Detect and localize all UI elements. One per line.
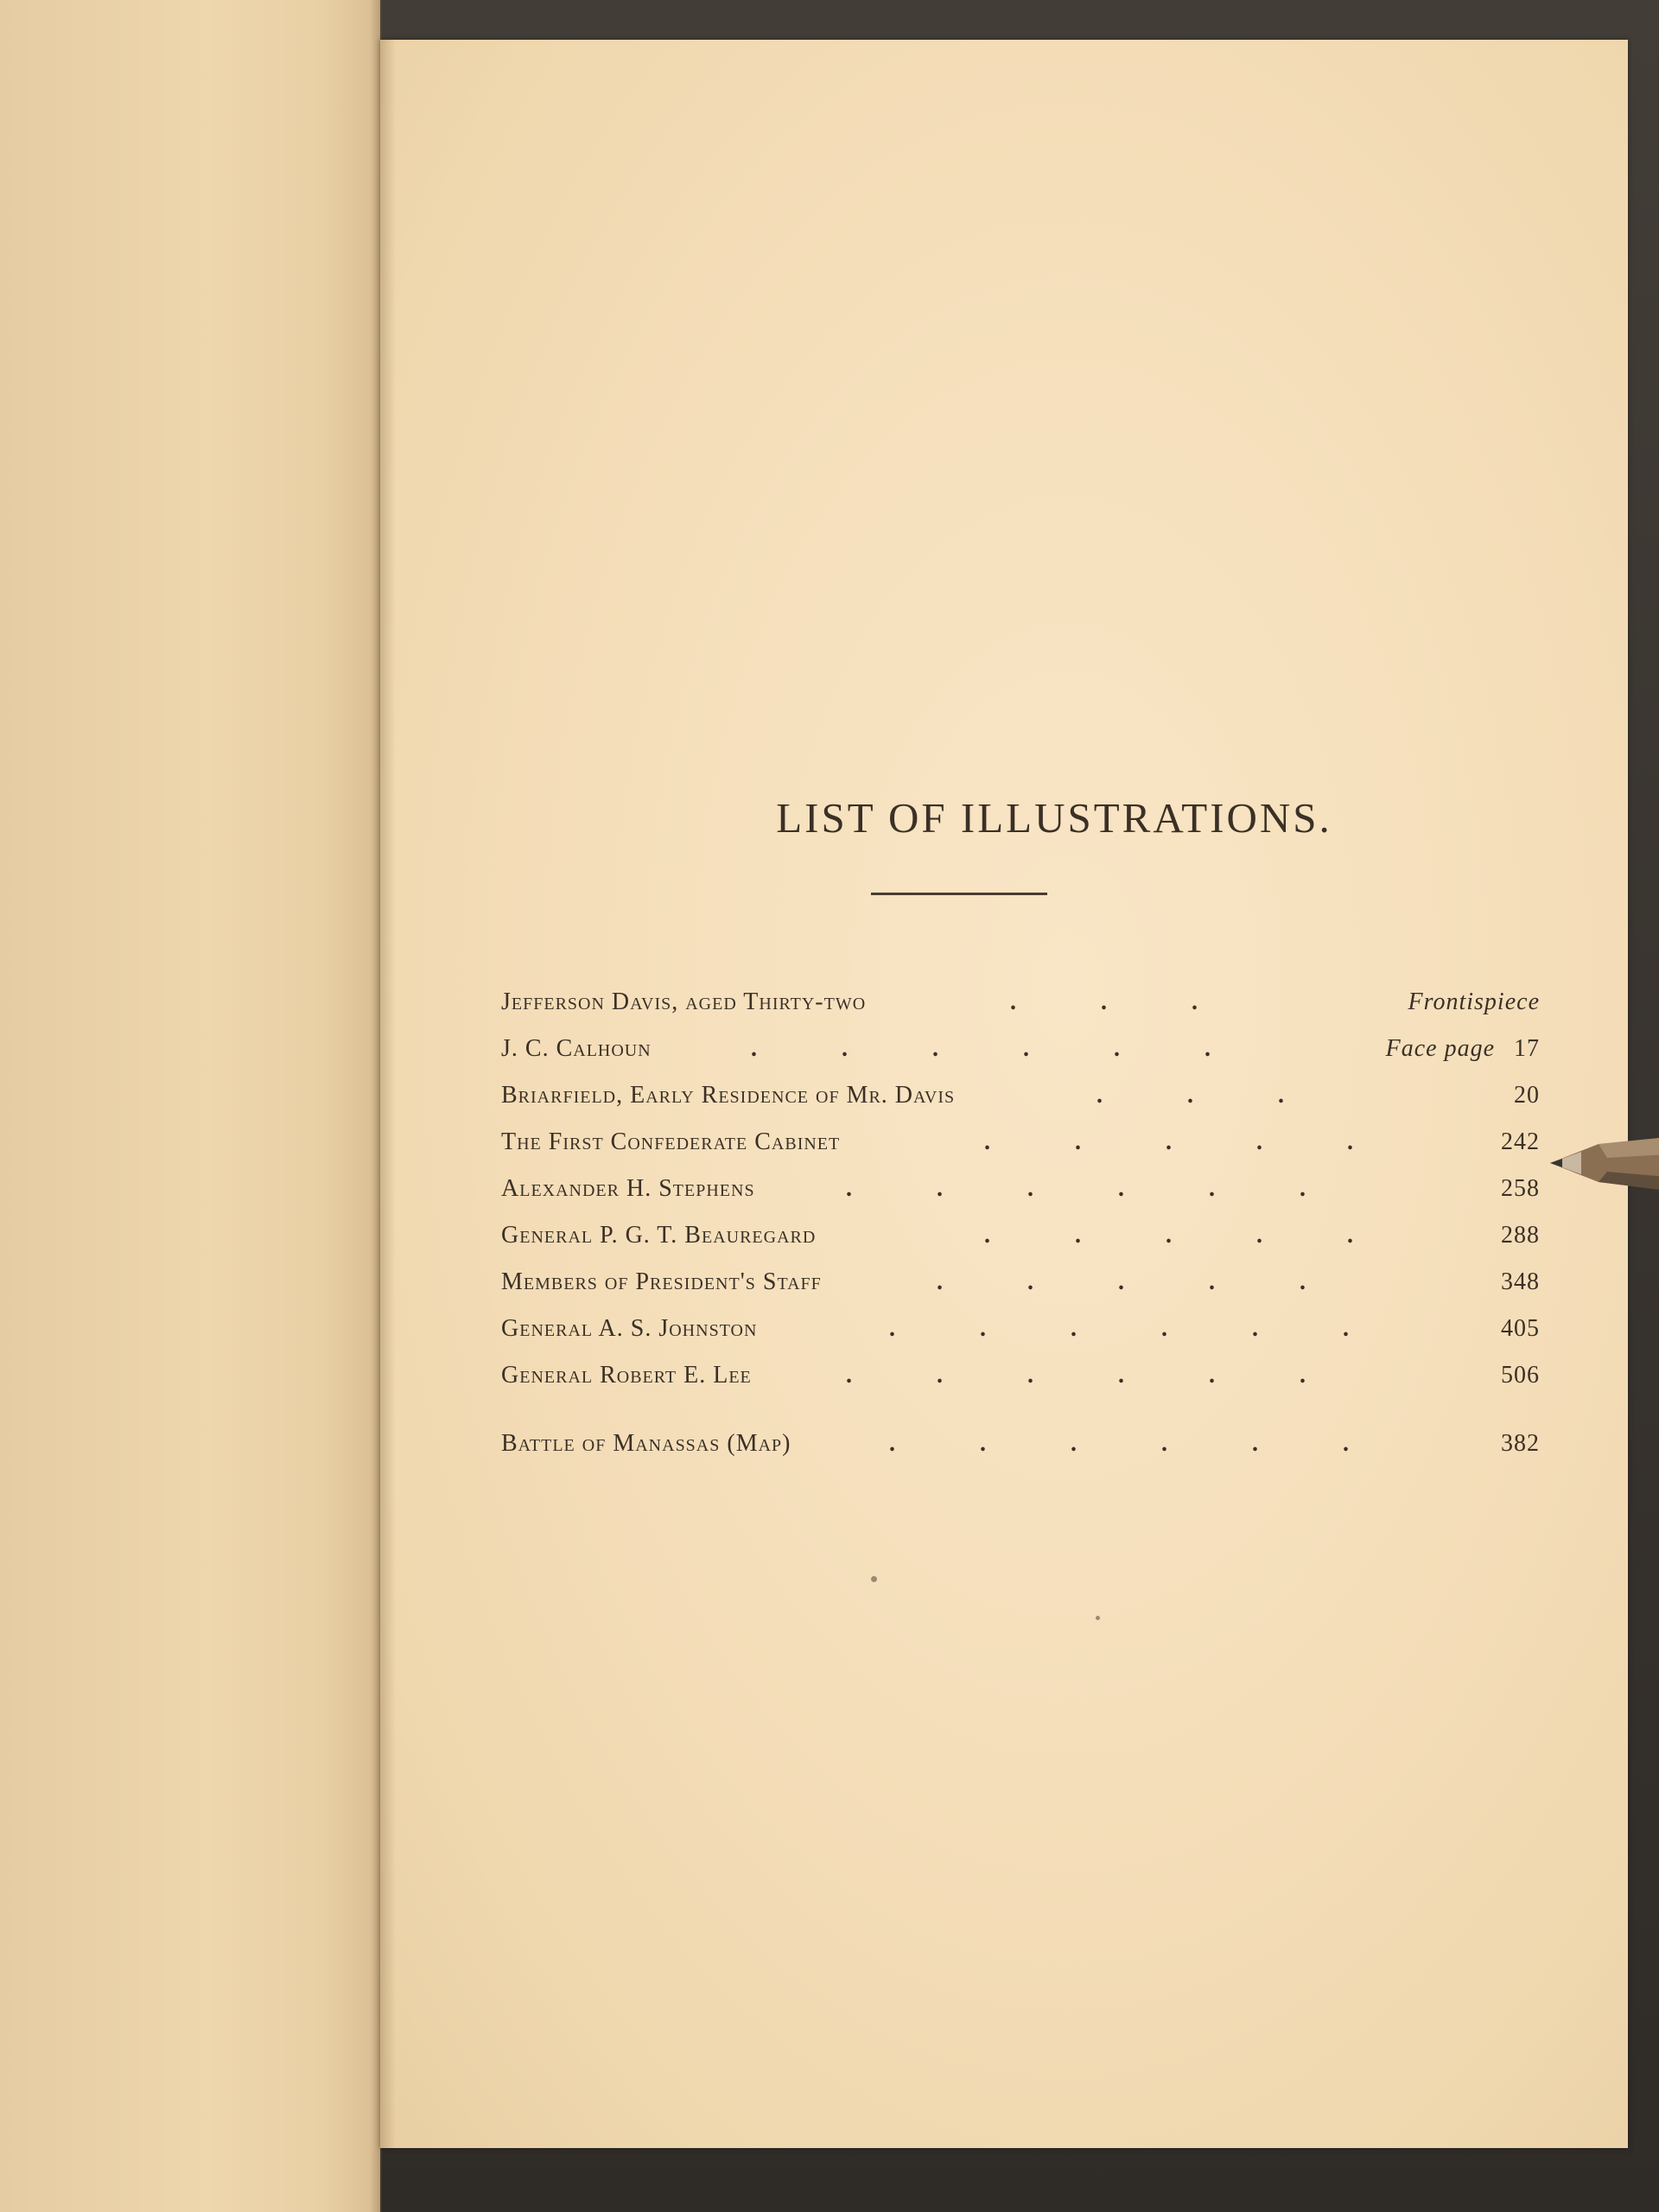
entry-page-value: 258 bbox=[1501, 1175, 1540, 1202]
entry-page-prefix: Face page bbox=[1385, 1035, 1495, 1062]
dot-leader: . . . bbox=[1010, 988, 1198, 1015]
entry-page bbox=[1501, 1166, 1540, 1212]
pencil-tip-icon bbox=[1547, 1128, 1659, 1198]
entry-page bbox=[1501, 1212, 1540, 1259]
entry-page-value: 348 bbox=[1501, 1268, 1540, 1295]
entry-page bbox=[1514, 1072, 1540, 1119]
entry-label: Members of President's Staff bbox=[501, 1268, 822, 1295]
entry-page bbox=[1386, 1026, 1540, 1072]
dot-leader: . . . . . . bbox=[889, 1430, 1349, 1457]
entry-page-value: 288 bbox=[1501, 1222, 1540, 1249]
entry-label: J. C. Calhoun bbox=[501, 1035, 652, 1062]
entry-page-value: 242 bbox=[1501, 1128, 1540, 1155]
dot-leader: . . . . . bbox=[937, 1268, 1306, 1295]
list-item bbox=[501, 1026, 1540, 1072]
entry-page-value: Frontispiece bbox=[1408, 988, 1540, 1015]
entry-page bbox=[1501, 1119, 1540, 1166]
dot-leader: . . . . . bbox=[984, 1128, 1353, 1155]
entry-label: General P. G. T. Beauregard bbox=[501, 1222, 817, 1249]
entry-label: Alexander H. Stephens bbox=[501, 1175, 755, 1202]
entry-page bbox=[1501, 1306, 1540, 1352]
entry-page bbox=[1501, 1259, 1540, 1306]
list-item bbox=[501, 1212, 1540, 1259]
list-item bbox=[501, 1306, 1540, 1352]
entry-page bbox=[1501, 1421, 1540, 1467]
entry-label: Battle of Manassas (Map) bbox=[501, 1430, 791, 1457]
dot-leader: . . . bbox=[1096, 1082, 1284, 1109]
entry-page-value: 405 bbox=[1501, 1315, 1540, 1342]
illustrations-list bbox=[380, 40, 1628, 2148]
entry-page bbox=[1408, 979, 1540, 1026]
list-item bbox=[501, 1072, 1540, 1119]
list-item bbox=[501, 1259, 1540, 1306]
paper-speck bbox=[1096, 1616, 1100, 1620]
dot-leader: . . . . . bbox=[984, 1222, 1353, 1249]
right-page bbox=[380, 40, 1628, 2148]
dot-leader: . . . . . . bbox=[846, 1362, 1306, 1389]
dot-leader: . . . . . . bbox=[751, 1035, 1211, 1062]
dot-leader: . . . . . . bbox=[846, 1175, 1306, 1202]
entry-page-value: 20 bbox=[1514, 1082, 1540, 1109]
list-item bbox=[501, 979, 1540, 1026]
list-item bbox=[501, 1352, 1540, 1399]
entry-label: Jefferson Davis, aged Thirty-two bbox=[501, 988, 867, 1015]
entry-label: General Robert E. Lee bbox=[501, 1362, 752, 1389]
list-item bbox=[501, 1119, 1540, 1166]
left-page bbox=[0, 0, 380, 2212]
entry-page bbox=[1501, 1352, 1540, 1399]
entry-page-value: 382 bbox=[1501, 1430, 1540, 1457]
entry-label: General A. S. Johnston bbox=[501, 1315, 758, 1342]
entry-page-value: 506 bbox=[1501, 1362, 1540, 1389]
dot-leader: . . . . . . bbox=[889, 1315, 1349, 1342]
list-item bbox=[501, 1421, 1540, 1467]
list-item bbox=[501, 1166, 1540, 1212]
entry-page-value: 17 bbox=[1514, 1035, 1540, 1062]
paper-speck bbox=[871, 1576, 877, 1582]
entry-label: The First Confederate Cabinet bbox=[501, 1128, 841, 1155]
page-title: LIST OF ILLUSTRATIONS. bbox=[776, 794, 1332, 842]
entry-label: Briarfield, Early Residence of Mr. Davis bbox=[501, 1082, 956, 1109]
